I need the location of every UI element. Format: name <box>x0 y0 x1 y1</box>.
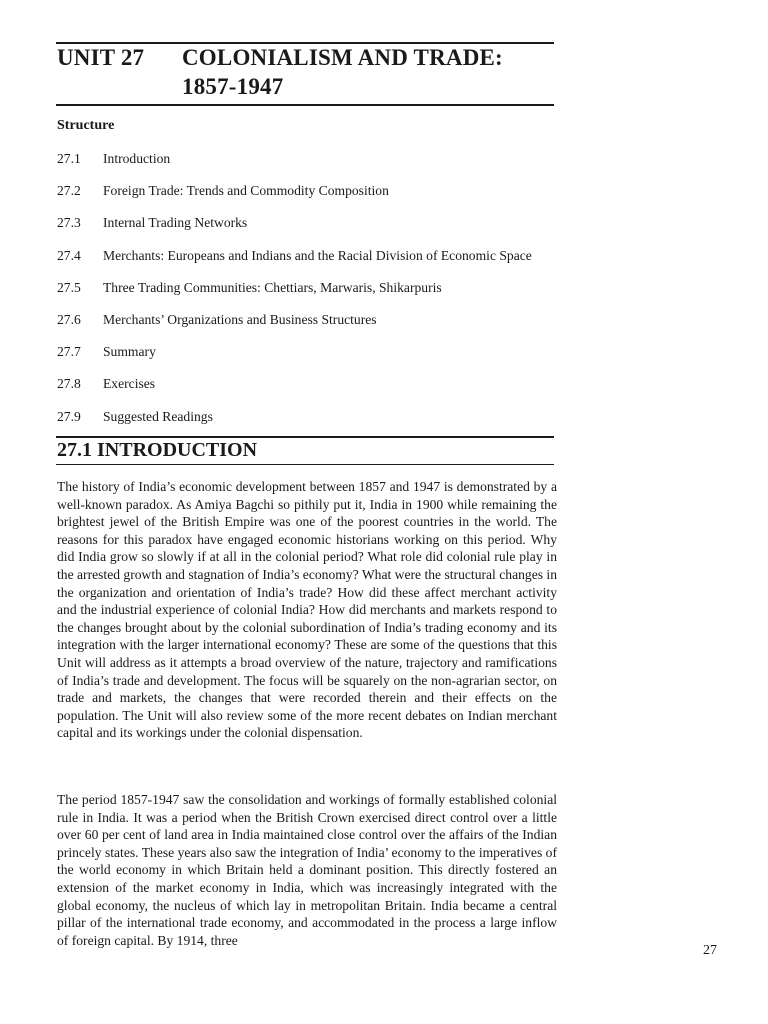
structure-heading: Structure <box>57 118 115 133</box>
structure-item-number: 27.7 <box>57 344 81 360</box>
body-paragraph: The period 1857-1947 saw the consolidation and workings of formally established colonial rule in India. It was a period when the British Crown exercised direct control over a little over 60 per cent of land area in India maintained close control over the affairs of the Indian princely states. These years also saw the integration of India’ economy to the imperatives of the world economy in which Britain held a dominant position. This directly fostered an extension of the market economy in India, which was increasingly integrated with the global economy, the nucleus of which lay in metropolitan Britain. India became a central pillar of the international trade economy, and accommodated in the process a large inflow of foreign capital. By 1914, three <box>57 792 557 948</box>
structure-item-label: Internal Trading Networks <box>103 215 248 231</box>
structure-item <box>57 279 532 311</box>
structure-item-label: Introduction <box>103 151 171 166</box>
structure-item-number: 27.6 <box>57 311 81 327</box>
structure-item <box>57 408 532 440</box>
structure-item <box>57 182 532 214</box>
structure-item <box>57 375 532 407</box>
structure-item <box>57 311 532 343</box>
body-paragraph: The history of India’s economic development between 1857 and 1947 is demonstrated by a well-known paradox. As Amiya Bagchi so pithily put it, India in 1900 while remaining the brightest jewel of the British Empire was one of the poorest countries in the world. The reasons for this paradox have engaged economic historians working on this period. Why did India grow so slowly if at all in the colonial period? What role did colonial rule play in the arrested growth and stagnation of India’s economy? What were the structural changes in the organization and orientation of India’s trade? How did these affect merchant activity and the industrial experience of colonial India? How did merchants and markets respond to the changes brought about by the colonial subordination of India’s trading economy and its integration with the larger international economy? These are some of the questions that this Unit will address as it attempts a broad overview of the nature, trajectory and ramifications of India’s trade and development. The focus will be squarely on the non-agrarian sector, on trade and markets, the changes that were recorded therein and their effects on the population. The Unit will also review some of the more recent debates on Indian merchant capital and its workings under the colonial dispensation. <box>57 479 557 741</box>
structure-item-label: Foreign Trade: Trends and Commodity Composition <box>103 183 389 199</box>
section-heading: 27.1 INTRODUCTION <box>57 439 258 461</box>
structure-item-label: Merchants: Europeans and Indians and the Racial Division of Economic Space <box>103 247 532 263</box>
unit-label: UNIT 27 <box>57 45 145 70</box>
structure-item <box>57 214 532 246</box>
structure-item-number: 27.9 <box>57 408 81 424</box>
page-number: 27 <box>703 943 717 958</box>
structure-item-number: 27.5 <box>57 279 81 295</box>
structure-item-number: 27.8 <box>57 376 81 392</box>
structure-item <box>57 343 532 375</box>
structure-item-label: Three Trading Communities: Chettiars, Marwaris, Shikarpuris <box>103 279 442 295</box>
structure-item-number: 27.2 <box>57 183 81 199</box>
structure-item-label: Merchants’ Organizations and Business Structures <box>103 311 377 327</box>
structure-list <box>57 150 532 440</box>
header-bottom-rule <box>56 104 554 106</box>
structure-item-number: 27.4 <box>57 247 81 263</box>
structure-item-number: 27.3 <box>57 215 81 231</box>
section-bottom-rule <box>56 464 554 465</box>
structure-item-label: Exercises <box>103 376 156 392</box>
unit-title: COLONIALISM AND TRADE: 1857-1947 <box>182 45 503 99</box>
structure-item-number: 27.1 <box>57 151 81 166</box>
structure-item-label: Suggested Readings <box>103 408 213 424</box>
structure-item <box>57 150 532 182</box>
structure-item-label: Summary <box>103 344 156 360</box>
structure-item <box>57 247 532 279</box>
